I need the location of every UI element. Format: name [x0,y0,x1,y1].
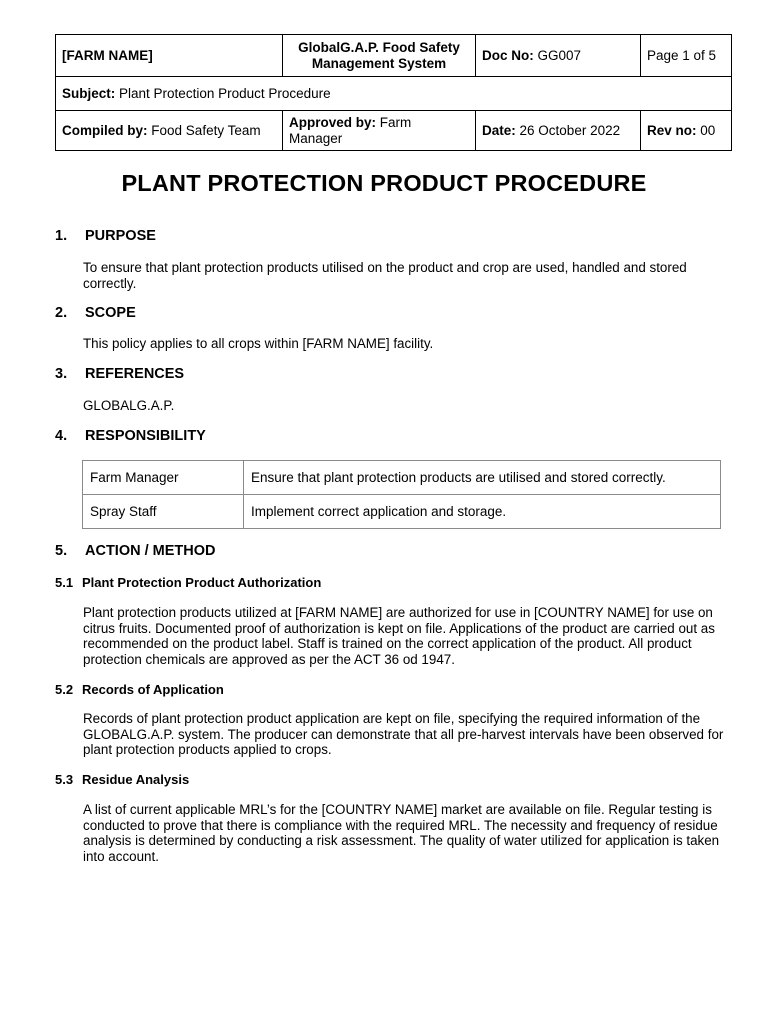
subheading-records: 5.2 Records of Application [55,682,224,697]
residue-text: A list of current applicable MRL’s for the [COUNTRY NAME] market are available on file. Regular testing is conducted to prove that there is compliance with the required MRL. The necessity and frequency of residue analysis is determined by conducting a risk assessment. The quality of water utilized for application is taken into account. [83,802,720,864]
document-header-table [55,34,732,151]
system-line-1: GlobalG.A.P. Food Safety [298,39,460,55]
records-text: Records of plant protection product application are kept on file, specifying the required information of the GLOBALG.A.P. system. The producer can demonstrate that all pre-harvest intervals have been observed for plant protection products applied to crops. [83,711,724,758]
system-line-2: Management System [311,55,447,71]
subheading-authorization: 5.1 Plant Protection Product Authorization [55,575,322,590]
doc-no-cell: Doc No: GG007 [476,35,641,77]
heading-purpose: 1. PURPOSE [55,228,156,244]
rev-no-cell: Rev no: 00 [641,111,732,151]
document-title: PLANT PROTECTION PRODUCT PROCEDURE [121,170,647,196]
table-row [83,495,721,529]
farm-name-cell: [FARM NAME] [56,35,283,77]
heading-scope: 2. SCOPE [55,305,136,321]
role-cell: Spray Staff [83,495,244,529]
heading-action-method: 5. ACTION / METHOD [55,543,216,559]
duty-cell: Implement correct application and storage. [244,495,721,529]
system-name-cell [283,35,476,77]
approved-by-cell: Approved by: Farm Manager [283,111,476,151]
responsibility-table [82,460,721,529]
scope-text: This policy applies to all crops within [FARM NAME] facility. [83,336,434,351]
role-cell: Farm Manager [83,461,244,495]
subheading-residue: 5.3 Residue Analysis [55,772,190,787]
references-text: GLOBALG.A.P. [83,398,175,413]
date-cell: Date: 26 October 2022 [476,111,641,151]
compiled-by-cell: Compiled by: Food Safety Team [56,111,283,151]
subject-cell: Subject: Plant Protection Product Procedure [56,77,732,111]
purpose-text: To ensure that plant protection products utilised on the product and crop are used, handled and stored correctly. [83,260,687,291]
table-row [83,461,721,495]
page-number-cell: Page 1 of 5 [641,35,732,77]
heading-responsibility: 4. RESPONSIBILITY [55,428,206,444]
authorization-text: Plant protection products utilized at [FARM NAME] are authorized for use in [COUNTRY NAME] for use on citrus fruits. Documented proof of authorization is kept on file. Applications of the product are carried out as recommended on the product label. Staff is trained on the correct application of the product. All product protection chemicals are approved as per the ACT 36 od 1947. [83,605,715,667]
heading-references: 3. REFERENCES [55,366,185,382]
duty-cell: Ensure that plant protection products are utilised and stored correctly. [244,461,721,495]
